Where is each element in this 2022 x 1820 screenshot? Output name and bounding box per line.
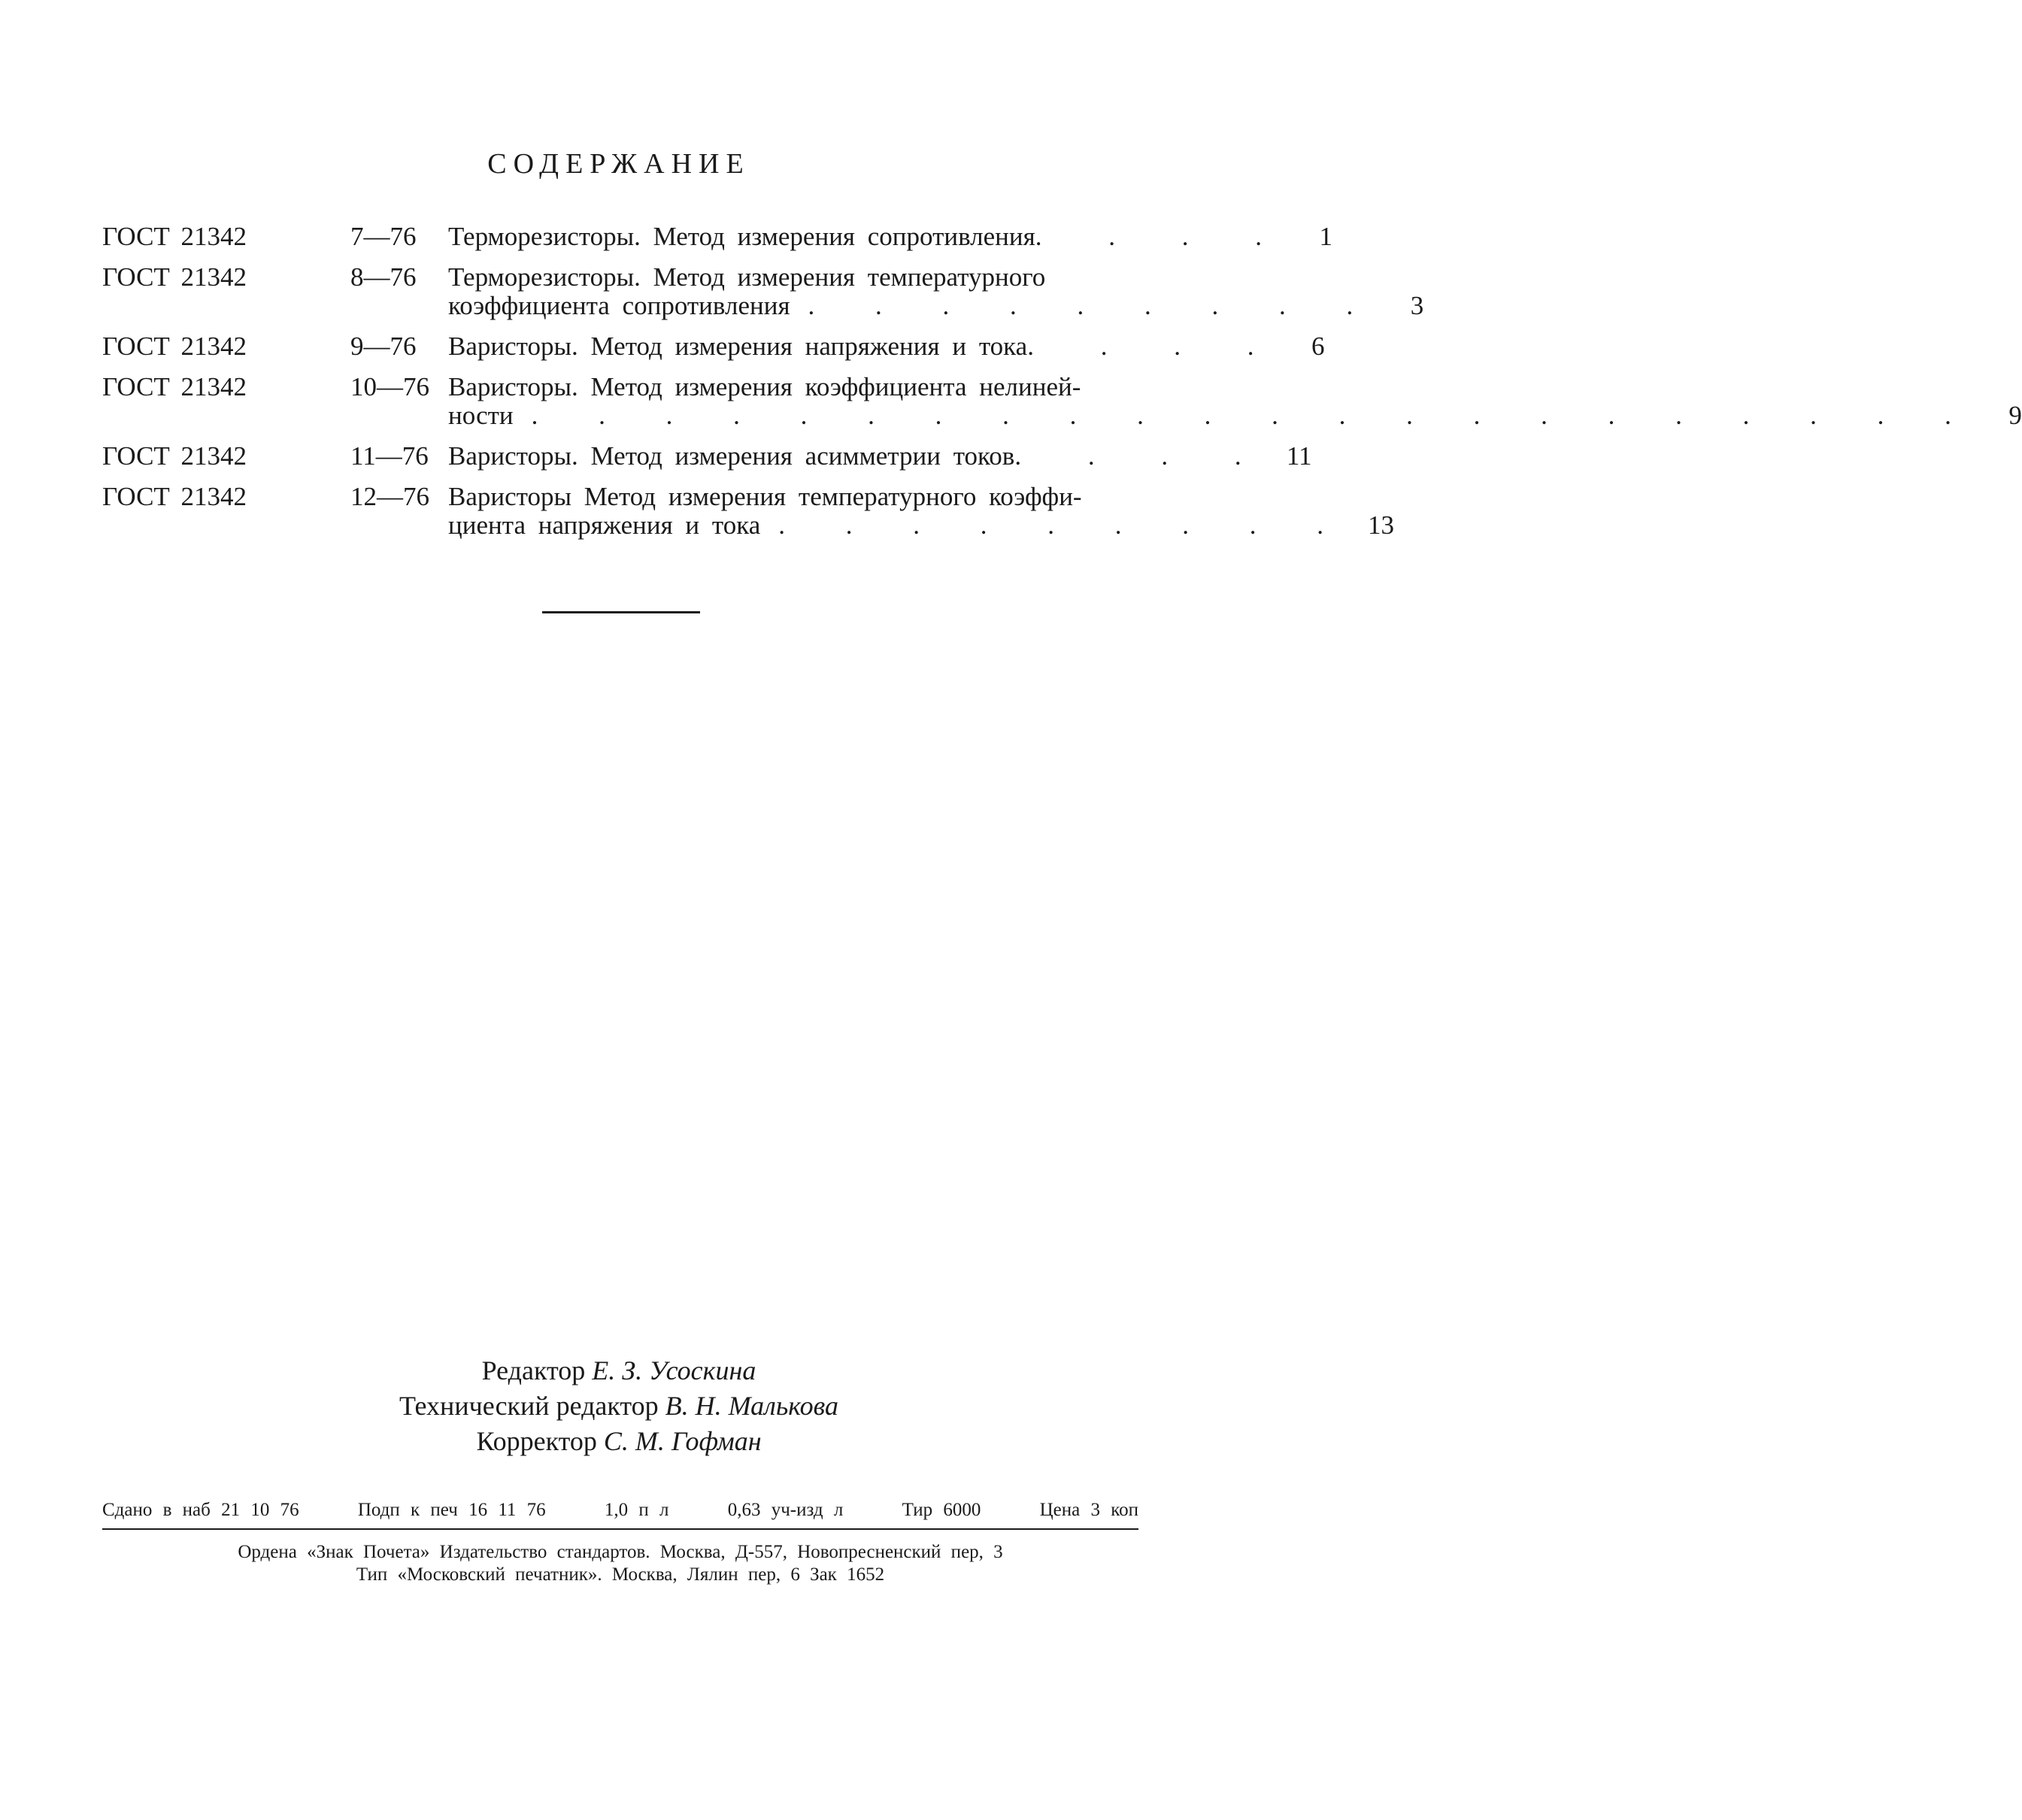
toc-entry-title: Варисторы Метод измерения температурного коэффи- xyxy=(448,482,1082,511)
price: Цена 3 коп xyxy=(1039,1500,1138,1520)
toc-entry-number: 7—76 xyxy=(350,222,417,251)
page-title: СОДЕРЖАНИЕ xyxy=(487,148,750,180)
toc-entry xyxy=(102,441,1312,471)
toc-entry-page: 1 xyxy=(1319,222,1332,251)
dot-leader: . . . . xyxy=(1027,332,1281,361)
tech-editor-name: В. Н. Малькова xyxy=(665,1391,839,1421)
toc-entry-code: ГОСТ 21342 xyxy=(102,441,247,471)
dot-leader: . . . . . . . . . xyxy=(808,291,1381,320)
editor-label: Редактор xyxy=(481,1355,586,1385)
section-divider xyxy=(542,611,700,613)
print-run: Тир 6000 xyxy=(902,1500,981,1520)
toc-entry-continuation: ности xyxy=(448,401,514,430)
credits-block xyxy=(0,1353,1238,1459)
toc-entry xyxy=(102,262,1424,320)
toc-entry-title: Варисторы. Метод измерения асимметрии токов xyxy=(448,441,1015,471)
tech-editor-credit xyxy=(0,1388,1238,1424)
printer-info: Тип «Московский печатник». Москва, Лялин пер, 6 Зак 1652 xyxy=(356,1564,885,1585)
dot-leader: . . . . xyxy=(1035,222,1289,251)
toc-entry xyxy=(102,332,1325,361)
toc-entry-page: 3 xyxy=(1410,291,1424,320)
dot-leader: . . . . . . . . . . . . . . . . . . . . . . xyxy=(531,401,1978,430)
imprint-footer xyxy=(102,1500,1138,1585)
table-of-contents xyxy=(102,222,2022,552)
toc-entry-number: 11—76 xyxy=(350,441,429,471)
signed-to-print-date: Подп к печ 16 11 76 xyxy=(357,1500,546,1520)
editor-name: Е. З. Усоскина xyxy=(592,1355,756,1385)
toc-entry-code: ГОСТ 21342 xyxy=(102,372,247,401)
print-details xyxy=(102,1500,1138,1521)
toc-entry-page: 13 xyxy=(1368,510,1395,540)
corrector-label: Корректор xyxy=(476,1426,597,1456)
toc-entry xyxy=(102,222,1332,251)
dot-leader: . . . . xyxy=(1014,441,1269,471)
toc-entry xyxy=(102,372,2022,430)
toc-entry-page: 6 xyxy=(1311,332,1325,361)
toc-entry-page: 11 xyxy=(1286,441,1312,471)
publisher-sheets: 0,63 уч-изд л xyxy=(727,1500,844,1520)
toc-entry-code: ГОСТ 21342 xyxy=(102,222,247,251)
toc-entry-code: ГОСТ 21342 xyxy=(102,262,247,292)
toc-entry-page: 9 xyxy=(2008,401,2022,430)
toc-entry-number: 8—76 xyxy=(350,262,417,292)
corrector-name: С. М. Гофман xyxy=(603,1426,762,1456)
toc-entry-code: ГОСТ 21342 xyxy=(102,482,247,511)
footer-divider xyxy=(102,1528,1138,1530)
toc-entry-title: Терморезисторы. Метод измерения сопротивления xyxy=(448,222,1035,251)
editor-credit xyxy=(0,1353,1238,1388)
toc-entry-number: 10—76 xyxy=(350,372,429,401)
toc-entry-continuation: коэффициента сопротивления xyxy=(448,291,790,320)
typeset-date: Сдано в наб 21 10 76 xyxy=(102,1500,299,1520)
toc-entry-continuation: циента напряжения и тока xyxy=(448,510,761,540)
toc-entry-number: 12—76 xyxy=(350,482,429,511)
toc-entry-title: Терморезисторы. Метод измерения температурного xyxy=(448,262,1046,292)
toc-entry-title: Варисторы. Метод измерения коэффициента нелиней- xyxy=(448,372,1081,401)
publisher-info: Ордена «Знак Почета» Издательство стандартов. Москва, Д-557, Новопресненский пер, 3 xyxy=(238,1542,1003,1562)
printed-sheets: 1,0 п л xyxy=(604,1500,669,1520)
toc-entry-title: Варисторы. Метод измерения напряжения и тока xyxy=(448,332,1028,361)
toc-entry-code: ГОСТ 21342 xyxy=(102,332,247,361)
dot-leader: . . . . . . . . . xyxy=(778,510,1351,540)
tech-editor-label: Технический редактор xyxy=(399,1391,659,1421)
corrector-credit xyxy=(0,1424,1238,1459)
toc-entry xyxy=(102,482,1395,540)
toc-entry-number: 9—76 xyxy=(350,332,417,361)
